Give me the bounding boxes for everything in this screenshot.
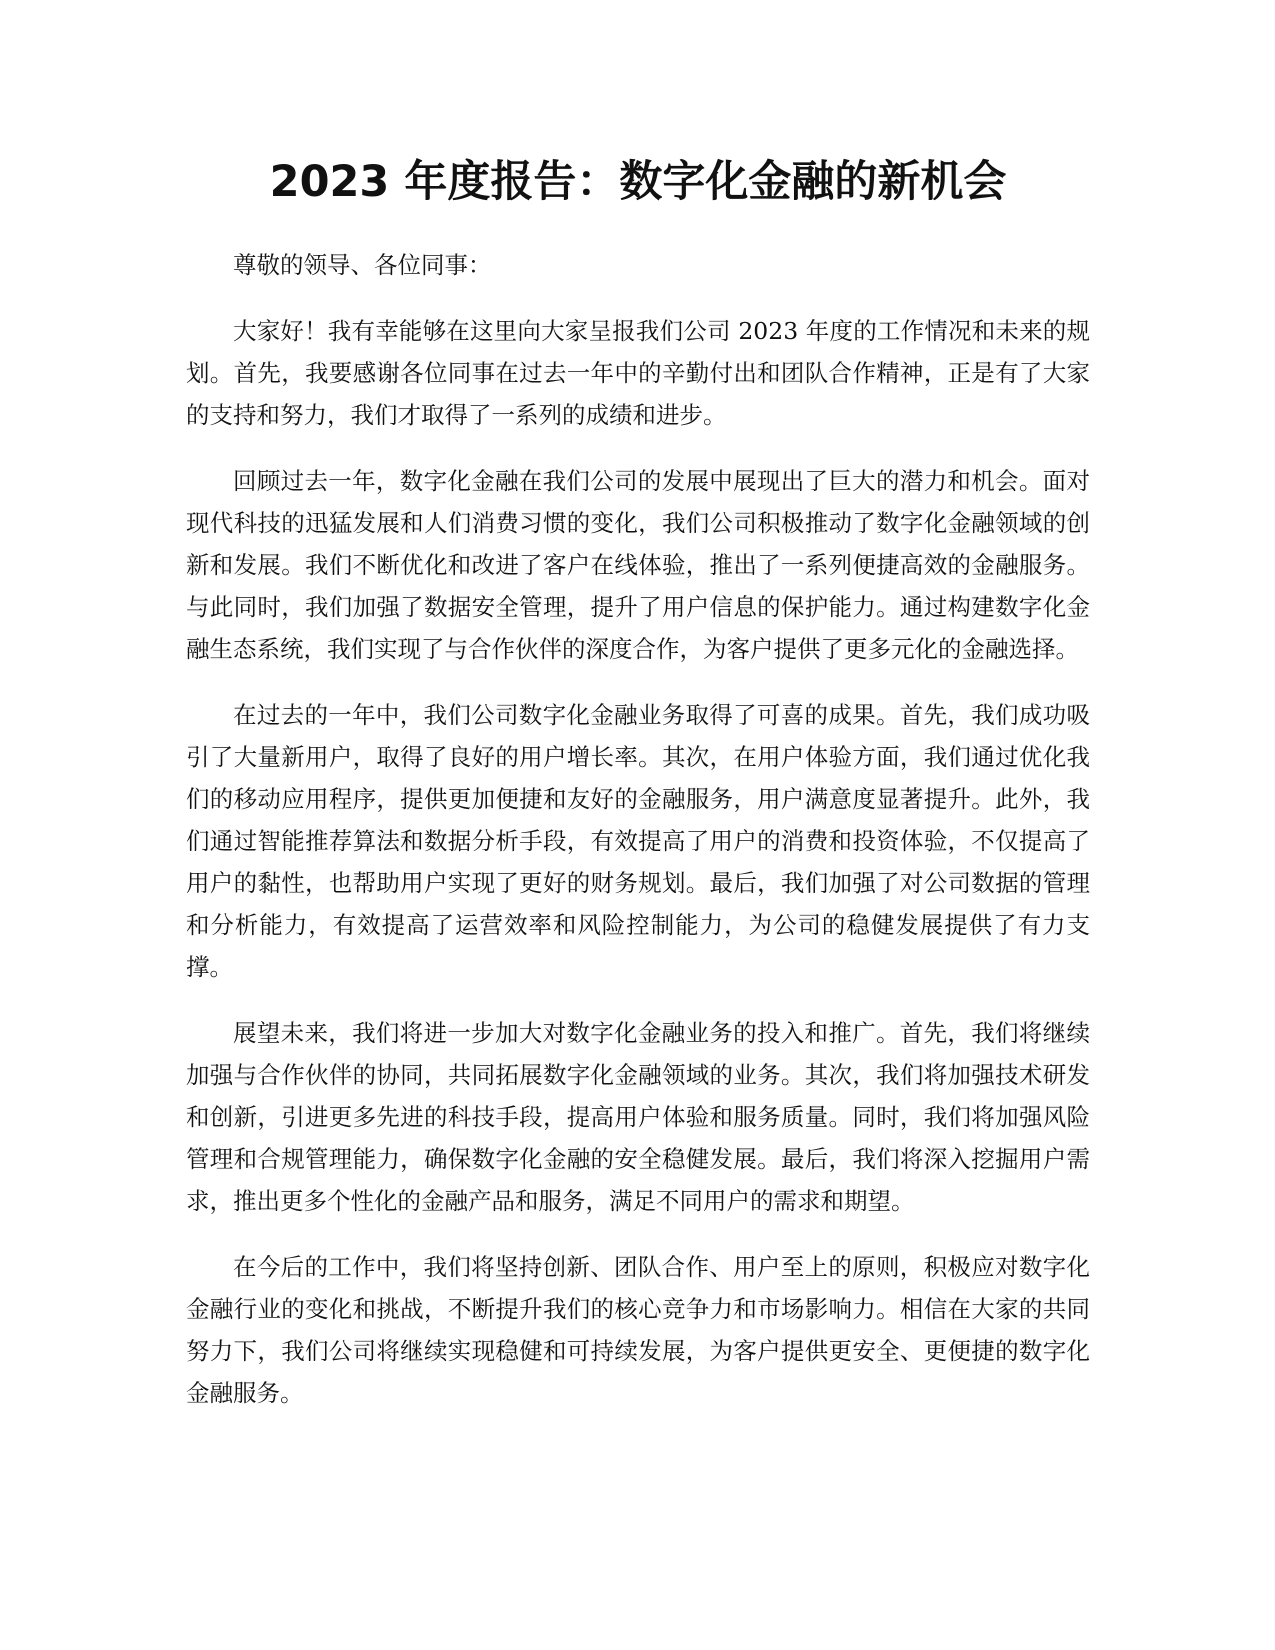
document-title: 2023 年度报告：数字化金融的新机会 [269, 157, 1007, 207]
paragraph-achievements: 在过去的一年中，我们公司数字化金融业务取得了可喜的成果。首先，我们成功吸引了大量新用户，取得了良好的用户增长率。其次，在用户体验方面，我们通过优化我们的移动应用程序，提供更加便捷和友好的金融服务，用户满意度显著提升。此外，我们通过智能推荐算法和数据分析手段，有效提高了用户的消费和投资体验，不仅提高了用户的黏性，也帮助用户实现了更好的财务规划。最后，我们加强了对公司数据的管理和分析能力，有效提高了运营效率和风险控制能力，为公司的稳健发展提供了有力支撑。 [186, 701, 1090, 981]
document-body [186, 244, 1090, 1414]
paragraph-review: 回顾过去一年，数字化金融在我们公司的发展中展现出了巨大的潜力和机会。面对现代科技的迅猛发展和人们消费习惯的变化，我们公司积极推动了数字化金融领域的创新和发展。我们不断优化和改进了客户在线体验，推出了一系列便捷高效的金融服务。与此同时，我们加强了数据安全管理，提升了用户信息的保护能力。通过构建数字化金融生态系统，我们实现了与合作伙伴的深度合作，为客户提供了更多元化的金融选择。 [186, 467, 1090, 663]
paragraph-salutation: 尊敬的领导、各位同事： [233, 251, 492, 279]
paragraph-closing: 在今后的工作中，我们将坚持创新、团队合作、用户至上的原则，积极应对数字化金融行业的变化和挑战，不断提升我们的核心竞争力和市场影响力。相信在大家的共同努力下，我们公司将继续实现稳健和可持续发展，为客户提供更安全、更便捷的数字化金融服务。 [186, 1253, 1090, 1407]
document-page [186, 150, 1090, 1438]
paragraph-outlook: 展望未来，我们将进一步加大对数字化金融业务的投入和推广。首先，我们将继续加强与合作伙伴的协同，共同拓展数字化金融领域的业务。其次，我们将加强技术研发和创新，引进更多先进的科技手段，提高用户体验和服务质量。同时，我们将加强风险管理和合规管理能力，确保数字化金融的安全稳健发展。最后，我们将深入挖掘用户需求，推出更多个性化的金融产品和服务，满足不同用户的需求和期望。 [186, 1019, 1090, 1215]
paragraph-greeting: 大家好！我有幸能够在这里向大家呈报我们公司 2023 年度的工作情况和未来的规划。首先，我要感谢各位同事在过去一年中的辛勤付出和团队合作精神，正是有了大家的支持和努力，我们才取得了一系列的成绩和进步。 [186, 317, 1090, 429]
